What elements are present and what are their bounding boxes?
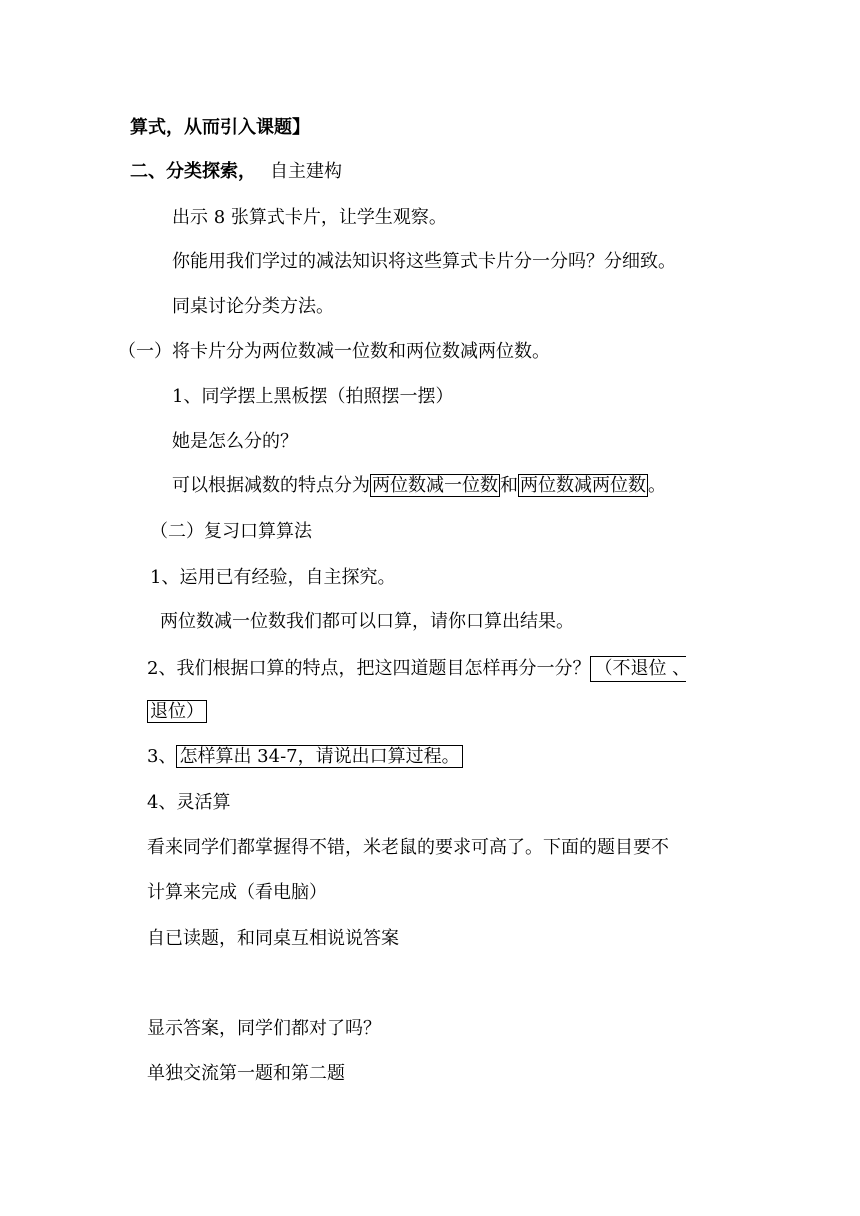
text: 单独交流第一题和第二题 bbox=[147, 1063, 345, 1084]
text: 计算来完成（看电脑） bbox=[147, 882, 327, 903]
text: 2、我们根据口算的特点，把这四道题目怎样再分一分？ bbox=[147, 658, 591, 679]
text: （一）将卡片分为两位数减一位数和两位数减两位数。 bbox=[118, 341, 550, 362]
line-intro-end bbox=[130, 116, 310, 140]
line-show-answer bbox=[147, 1017, 381, 1041]
line-item-2 bbox=[147, 656, 691, 682]
text: 。 bbox=[648, 475, 666, 496]
text: 和 bbox=[500, 475, 518, 496]
text: 她是怎么分的？ bbox=[172, 431, 298, 452]
text: 1、运用已有经验，自主探究。 bbox=[150, 567, 396, 588]
line-classification bbox=[172, 474, 666, 498]
line-how-divided bbox=[172, 430, 298, 454]
line-paragraph-1b bbox=[147, 881, 327, 905]
text: 可以根据减数的特点分为 bbox=[172, 475, 370, 496]
line-discuss bbox=[172, 295, 334, 319]
heading-bold: 二、分类探索， bbox=[130, 161, 256, 182]
boxed-term-1: 两位数减一位数 bbox=[372, 475, 498, 496]
text: 同桌讨论分类方法。 bbox=[172, 296, 334, 317]
text: （二）复习口算算法 bbox=[150, 521, 312, 542]
line-step-1 bbox=[172, 385, 453, 409]
boxed-answer-start: （不退位 、 bbox=[590, 656, 686, 682]
text: 1、同学摆上黑板摆（拍照摆一摆） bbox=[172, 386, 454, 407]
line-paragraph-1a bbox=[147, 836, 669, 860]
boxed-answer-end: 退位） bbox=[147, 700, 207, 723]
line-question bbox=[172, 250, 676, 274]
text: 3、 bbox=[147, 746, 177, 767]
boxed-term-2: 两位数减两位数 bbox=[520, 475, 646, 496]
line-mental-math bbox=[160, 610, 574, 634]
text: 你能用我们学过的减法知识将这些算式卡片分一分吗？分细致。 bbox=[172, 251, 676, 272]
line-item-1 bbox=[150, 566, 395, 590]
boxed-question: 怎样算出 34-7，请说出口算过程。 bbox=[176, 745, 462, 768]
text: 显示答案，同学们都对了吗？ bbox=[147, 1018, 381, 1039]
line-item-4 bbox=[147, 791, 230, 815]
line-item-3 bbox=[147, 745, 463, 769]
text: 两位数减一位数我们都可以口算，请你口算出结果。 bbox=[160, 611, 574, 632]
text: 4、灵活算 bbox=[147, 792, 231, 813]
text: 看来同学们都掌握得不错，米老鼠的要求可高了。下面的题目要不 bbox=[147, 837, 669, 858]
line-read-question bbox=[147, 927, 399, 951]
section-heading-2 bbox=[130, 160, 342, 184]
text: 自已读题，和同桌互相说说答案 bbox=[147, 928, 399, 949]
text: 出示 8 张算式卡片，让学生观察。 bbox=[172, 207, 447, 228]
subsection-1 bbox=[118, 340, 550, 364]
line-item-2-cont bbox=[147, 700, 207, 724]
subsection-2 bbox=[150, 520, 312, 544]
line-show-cards bbox=[172, 206, 447, 230]
line-discuss-questions bbox=[147, 1062, 345, 1086]
heading-rest: 自主建构 bbox=[270, 161, 342, 182]
text: 算式，从而引入课题】 bbox=[130, 117, 310, 138]
